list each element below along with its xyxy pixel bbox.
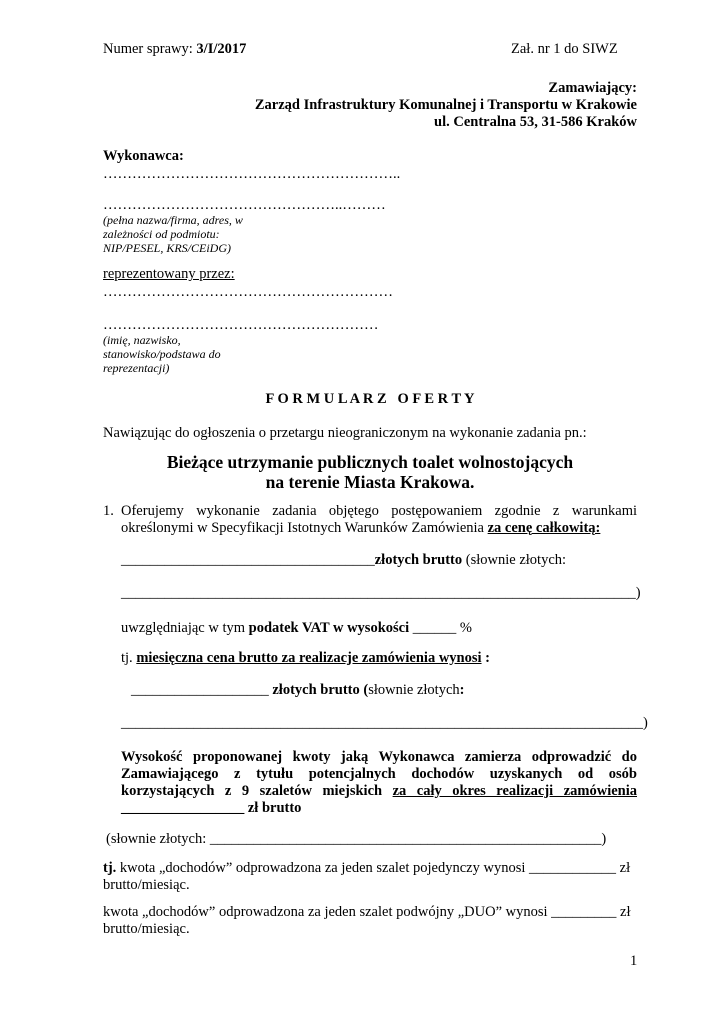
contractor-label: Wykonawca: bbox=[103, 148, 184, 164]
orderer-address: ul. Centralna 53, 31-586 Kraków bbox=[434, 114, 637, 130]
contractor-dots-2: …………………………………………..……… bbox=[103, 197, 386, 213]
income-line-2: Zamawiającego z tytułu potencjalnych dochodów uzyskanych od osób bbox=[121, 766, 637, 782]
case-number: 3/I/2017 bbox=[196, 41, 247, 57]
income-line-4: _________________ zł brutto bbox=[121, 800, 302, 816]
representative-note-2: stanowisko/podstawa do bbox=[103, 347, 221, 361]
income-amount-blank[interactable]: _________________ bbox=[121, 800, 245, 816]
income-words-blank[interactable]: (słownie złotych: ______________________________________________________) bbox=[106, 831, 607, 847]
total-price-blank[interactable]: ___________________________________ bbox=[121, 552, 375, 568]
contractor-note-2: zależności od podmiotu: bbox=[103, 227, 220, 241]
task-name-line-2: na terenie Miasta Krakowa. bbox=[265, 472, 475, 492]
contractor-note-3: NIP/PESEL, KRS/CEiDG) bbox=[103, 241, 231, 255]
orderer-label: Zamawiający: bbox=[548, 80, 637, 96]
case-number-line bbox=[103, 41, 246, 58]
vat-row: uwzględniając w tym podatek VAT w wysokości ______ % bbox=[121, 620, 472, 636]
representative-note-1: (imię, nazwisko, bbox=[103, 333, 181, 347]
monthly-amount-blank[interactable]: ___________________ bbox=[131, 682, 269, 698]
single-toilet-line-2: brutto/miesiąc. bbox=[103, 877, 190, 893]
offer-line-1: Oferujemy wykonanie zadania objętego postępowaniem zgodnie z warunkami bbox=[121, 503, 637, 519]
monthly-price-row: tj. miesięczna cena brutto za realizacje zamówienia wynosi : bbox=[121, 650, 491, 666]
double-toilet-line-2: brutto/miesiąc. bbox=[103, 921, 190, 937]
form-title: F O R M U L A R Z O F E R T Y bbox=[265, 391, 475, 407]
income-line-3: korzystających z 9 szaletów miejskich za cały okres realizacji zamówienia bbox=[121, 783, 637, 799]
income-line-1: Wysokość proponowanej kwoty jaką Wykonawca zamierza odprowadzić do bbox=[121, 749, 637, 765]
total-price-words-blank[interactable]: _______________________________________________________________________) bbox=[121, 585, 641, 601]
vat-blank[interactable]: ______ % bbox=[409, 620, 472, 636]
representative-note-3: reprezentacji) bbox=[103, 361, 170, 375]
contractor-dots-1: …………………………………………………….. bbox=[103, 166, 401, 182]
page-number: 1 bbox=[630, 953, 638, 969]
contractor-note-1: (pełna nazwa/firma, adres, w bbox=[103, 213, 243, 227]
offer-line-2: określonymi w Specyfikacji Istotnych Warunków Zamówienia za cenę całkowitą: bbox=[121, 520, 601, 536]
task-name-line-1: Bieżące utrzymanie publicznych toalet wolnostojących bbox=[166, 452, 574, 472]
total-price-row: ___________________________________złotych brutto (słownie złotych: bbox=[121, 552, 567, 568]
monthly-words-blank[interactable]: ________________________________________________________________________) bbox=[121, 715, 648, 731]
representative-dots-2: ………………………………………………… bbox=[103, 317, 379, 333]
monthly-amount-row: ___________________ złotych brutto (słownie złotych: bbox=[131, 682, 465, 698]
representative-label: reprezentowany przez: bbox=[103, 266, 235, 282]
single-toilet-line-1: tj. kwota „dochodów” odprowadzona za jeden szalet pojedynczy wynosi ____________ zł bbox=[103, 860, 631, 876]
orderer-name: Zarząd Infrastruktury Komunalnej i Transportu w Krakowie bbox=[254, 97, 637, 113]
case-number-label: Numer sprawy: bbox=[103, 41, 197, 57]
representative-dots-1: …………………………………………………… bbox=[103, 284, 393, 300]
total-price-label: za cenę całkowitą: bbox=[487, 520, 601, 536]
item-number: 1. bbox=[103, 503, 114, 519]
double-toilet-line-1: kwota „dochodów” odprowadzona za jeden szalet podwójny „DUO” wynosi _________ zł bbox=[103, 904, 631, 920]
intro-text: Nawiązując do ogłoszenia o przetargu nieograniczonym na wykonanie zadania pn.: bbox=[103, 425, 587, 441]
attachment-label: Zał. nr 1 do SIWZ bbox=[511, 41, 618, 57]
